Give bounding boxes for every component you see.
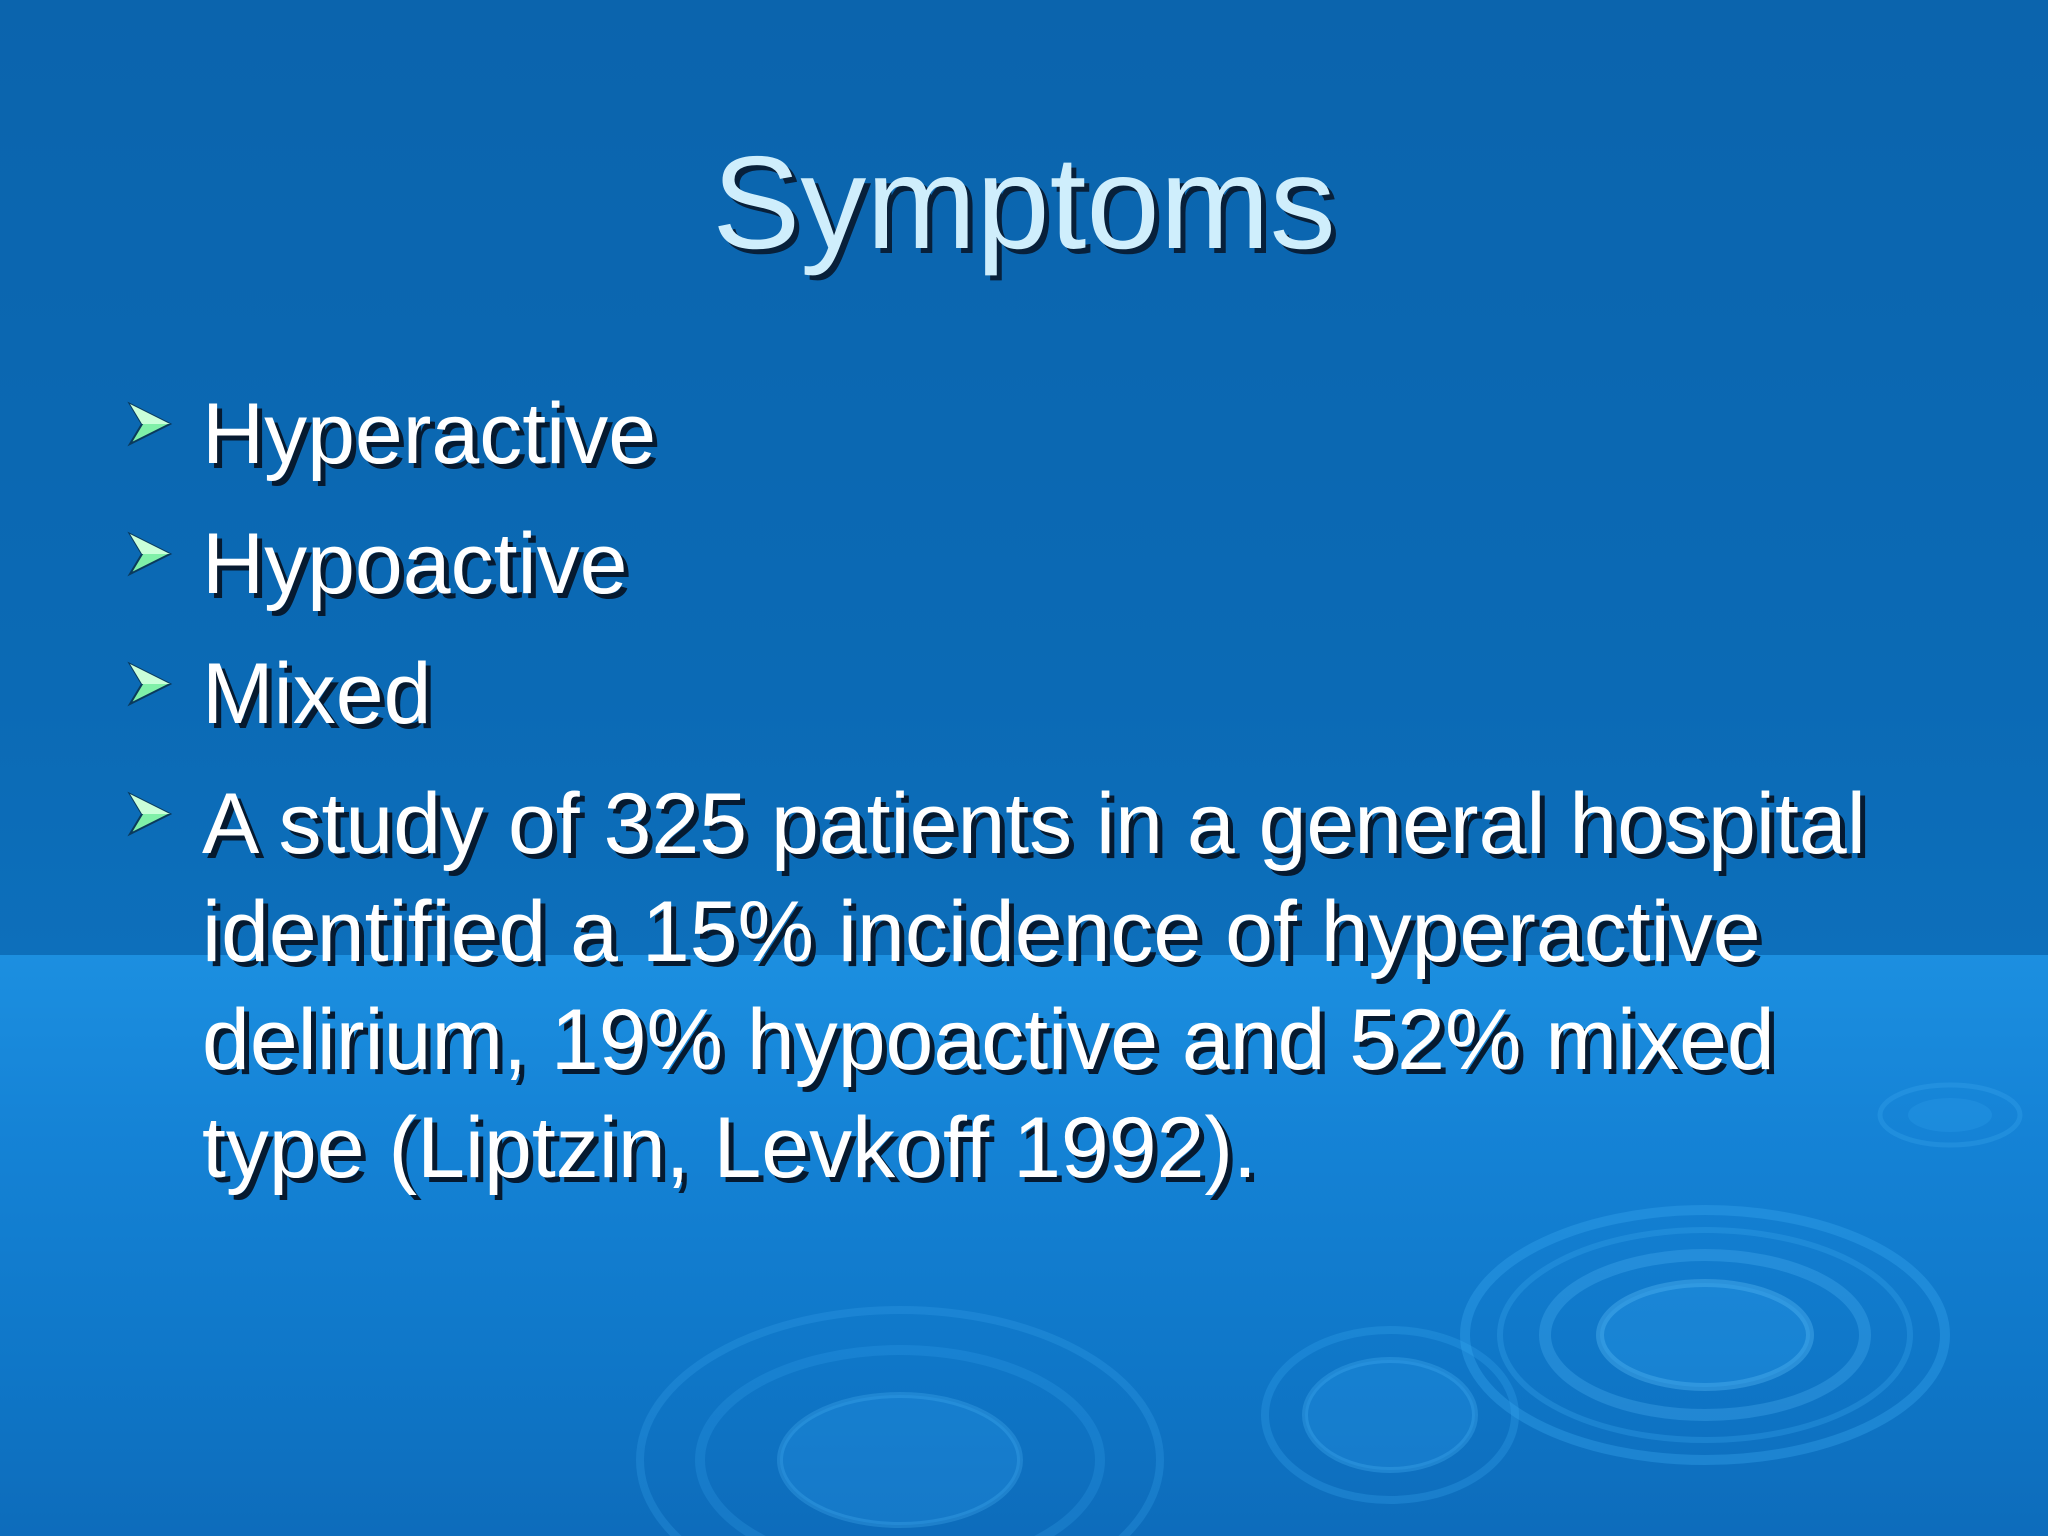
chevron-right-icon [120,380,202,488]
bullet-item [120,510,1950,618]
slide-title: Symptoms [712,129,1336,276]
bullet-text: A study of 325 patients in a general hospital identified a 15% incidence of hyperactive delirium, 19% hypoactive and 52% mixed type (Liptzin, Levkoff 1992). [202,776,1866,1196]
bullet-text: Mixed [202,646,432,742]
bullet-list [120,380,1950,1224]
bullet-text: Hyperactive [202,386,657,482]
chevron-right-icon [120,640,202,748]
chevron-right-icon [120,770,202,878]
bullet-item [120,640,1950,748]
bullet-text: Hypoactive [202,516,628,612]
bullet-item [120,380,1950,488]
bullet-item [120,770,1950,1202]
chevron-right-icon [120,510,202,618]
